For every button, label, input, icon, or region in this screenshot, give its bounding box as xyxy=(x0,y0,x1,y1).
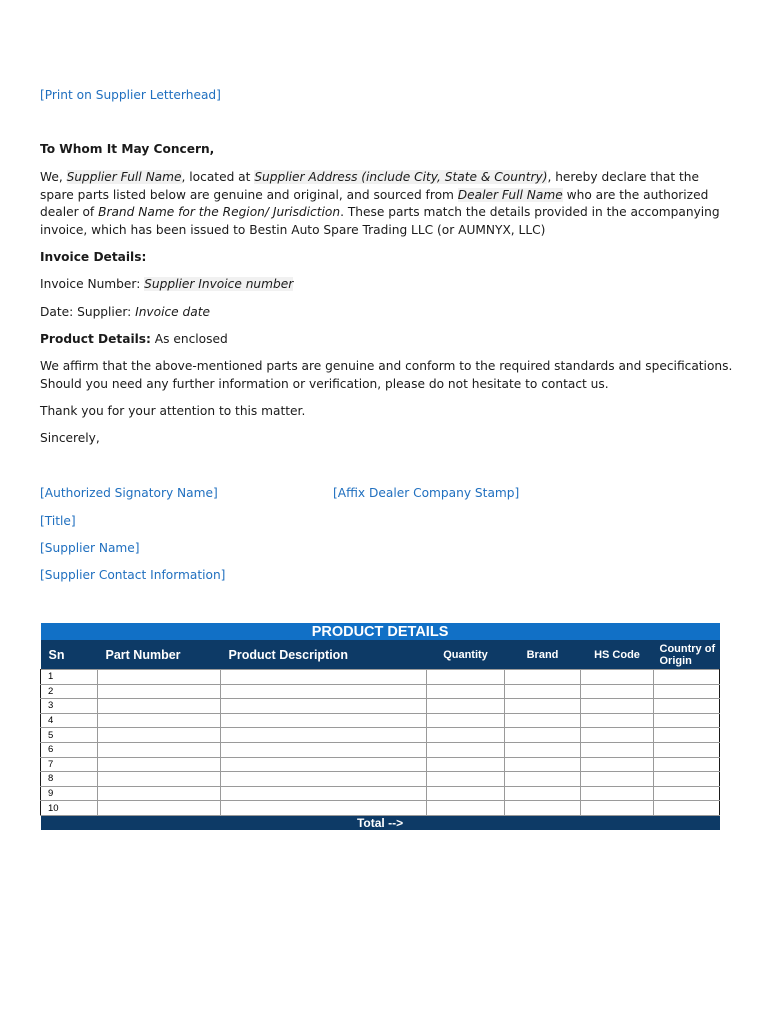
table-cell xyxy=(581,801,654,816)
table-cell xyxy=(221,801,427,816)
signatory-name-placeholder: [Authorized Signatory Name] xyxy=(40,486,218,500)
row-sn: 5 xyxy=(41,728,98,743)
table-title: PRODUCT DETAILS xyxy=(41,623,720,640)
row-sn: 1 xyxy=(41,670,98,685)
supplier-contact-placeholder: [Supplier Contact Information] xyxy=(40,568,226,582)
declaration-paragraph: We, Supplier Full Name, located at Supplier Address (include City, State & Country), hereby declare that the spare parts listed below are genuine and original, and sourced from Dealer Full Name who are the authorized dealer of Brand Name for the Region/ Jurisdiction. These parts match the details provided in the accompanying invoice, which has been issued to Bestin Auto Spare Trading LLC (or AUMNYX, LLC) xyxy=(40,170,720,237)
column-header-sn: Sn xyxy=(41,640,98,670)
table-row xyxy=(41,786,720,801)
table-row xyxy=(41,742,720,757)
table-cell xyxy=(221,713,427,728)
product-details-line: Product Details: As enclosed xyxy=(40,332,228,346)
table-cell xyxy=(98,757,221,772)
column-header-brand: Brand xyxy=(505,640,581,670)
table-cell xyxy=(427,757,505,772)
table-cell xyxy=(505,772,581,787)
table-cell xyxy=(98,801,221,816)
table-cell xyxy=(505,699,581,714)
table-row xyxy=(41,772,720,787)
table-cell xyxy=(98,728,221,743)
invoice-date-line: Date: Supplier: Invoice date xyxy=(40,305,211,319)
table-cell xyxy=(427,713,505,728)
table-cell xyxy=(654,699,720,714)
brand-region-field: Brand Name for the Region/ Jurisdiction xyxy=(98,205,341,220)
product-details-table xyxy=(40,623,720,830)
table-cell xyxy=(427,801,505,816)
table-cell xyxy=(221,684,427,699)
table-cell xyxy=(581,684,654,699)
table-header-row xyxy=(41,640,720,670)
row-sn: 2 xyxy=(41,684,98,699)
table-cell xyxy=(221,742,427,757)
letterhead-placeholder: [Print on Supplier Letterhead] xyxy=(40,88,221,102)
table-cell xyxy=(654,801,720,816)
affirm-paragraph: We affirm that the above-mentioned parts are genuine and conform to the required standards and specifications. Should you need any further information or verification, please do not hesitate to contact us. xyxy=(40,359,733,391)
table-cell xyxy=(427,772,505,787)
table-cell xyxy=(427,786,505,801)
table-title-row xyxy=(41,623,720,640)
table-cell xyxy=(221,786,427,801)
closing-line: Sincerely, xyxy=(40,431,100,445)
table-cell xyxy=(505,786,581,801)
invoice-number-field: Supplier Invoice number xyxy=(144,277,294,291)
table-cell xyxy=(581,786,654,801)
table-cell xyxy=(98,713,221,728)
supplier-full-name-field: Supplier Full Name xyxy=(66,170,182,184)
table-cell xyxy=(654,772,720,787)
title-placeholder: [Title] xyxy=(40,514,76,528)
table-cell xyxy=(581,742,654,757)
table-row xyxy=(41,713,720,728)
row-sn: 8 xyxy=(41,772,98,787)
table-row xyxy=(41,684,720,699)
table-cell xyxy=(98,742,221,757)
table-body xyxy=(41,670,720,816)
table-total-row xyxy=(41,815,720,830)
table-cell xyxy=(581,757,654,772)
dealer-stamp-placeholder: [Affix Dealer Company Stamp] xyxy=(333,486,520,500)
table-cell xyxy=(654,713,720,728)
column-header-part-number: Part Number xyxy=(98,640,221,670)
table-cell xyxy=(581,713,654,728)
column-header-country-of-origin: Country of Origin xyxy=(654,640,720,670)
table-cell xyxy=(505,742,581,757)
row-sn: 9 xyxy=(41,786,98,801)
row-sn: 7 xyxy=(41,757,98,772)
table-cell xyxy=(427,684,505,699)
invoice-date-field: Invoice date xyxy=(135,305,211,319)
table-cell xyxy=(427,742,505,757)
table-cell xyxy=(427,670,505,685)
table-cell xyxy=(427,699,505,714)
column-header-hs-code: HS Code xyxy=(581,640,654,670)
supplier-address-field: Supplier Address (include City, State & Country) xyxy=(254,170,548,184)
table-cell xyxy=(654,742,720,757)
table-cell xyxy=(505,684,581,699)
table-cell xyxy=(505,670,581,685)
supplier-name-placeholder: [Supplier Name] xyxy=(40,541,140,555)
column-header-product-description: Product Description xyxy=(221,640,427,670)
invoice-details-heading: Invoice Details: xyxy=(40,250,147,264)
table-cell xyxy=(654,757,720,772)
table-cell xyxy=(581,772,654,787)
table-cell xyxy=(654,728,720,743)
column-header-quantity: Quantity xyxy=(427,640,505,670)
invoice-number-line: Invoice Number: Supplier Invoice number xyxy=(40,277,294,291)
total-label: Total --> xyxy=(41,815,720,830)
table-cell xyxy=(505,757,581,772)
row-sn: 10 xyxy=(41,801,98,816)
row-sn: 3 xyxy=(41,699,98,714)
table-cell xyxy=(654,786,720,801)
row-sn: 6 xyxy=(41,742,98,757)
table-cell xyxy=(505,713,581,728)
table-cell xyxy=(581,728,654,743)
table-row xyxy=(41,801,720,816)
table-cell xyxy=(221,670,427,685)
table-cell xyxy=(427,728,505,743)
table-row xyxy=(41,670,720,685)
table-cell xyxy=(581,699,654,714)
table-cell xyxy=(581,670,654,685)
thanks-line: Thank you for your attention to this matter. xyxy=(40,404,306,418)
table-cell xyxy=(98,684,221,699)
table-row xyxy=(41,699,720,714)
table-cell xyxy=(505,728,581,743)
table-cell xyxy=(221,699,427,714)
table-cell xyxy=(221,728,427,743)
table-row xyxy=(41,728,720,743)
table-cell xyxy=(98,670,221,685)
table-cell xyxy=(654,684,720,699)
table-cell xyxy=(98,772,221,787)
table-cell xyxy=(98,786,221,801)
table-cell xyxy=(505,801,581,816)
salutation: To Whom It May Concern, xyxy=(40,142,215,156)
table-row xyxy=(41,757,720,772)
table-cell xyxy=(221,772,427,787)
table-cell xyxy=(98,699,221,714)
table-cell xyxy=(221,757,427,772)
row-sn: 4 xyxy=(41,713,98,728)
table-cell xyxy=(654,670,720,685)
dealer-full-name-field: Dealer Full Name xyxy=(457,187,563,202)
